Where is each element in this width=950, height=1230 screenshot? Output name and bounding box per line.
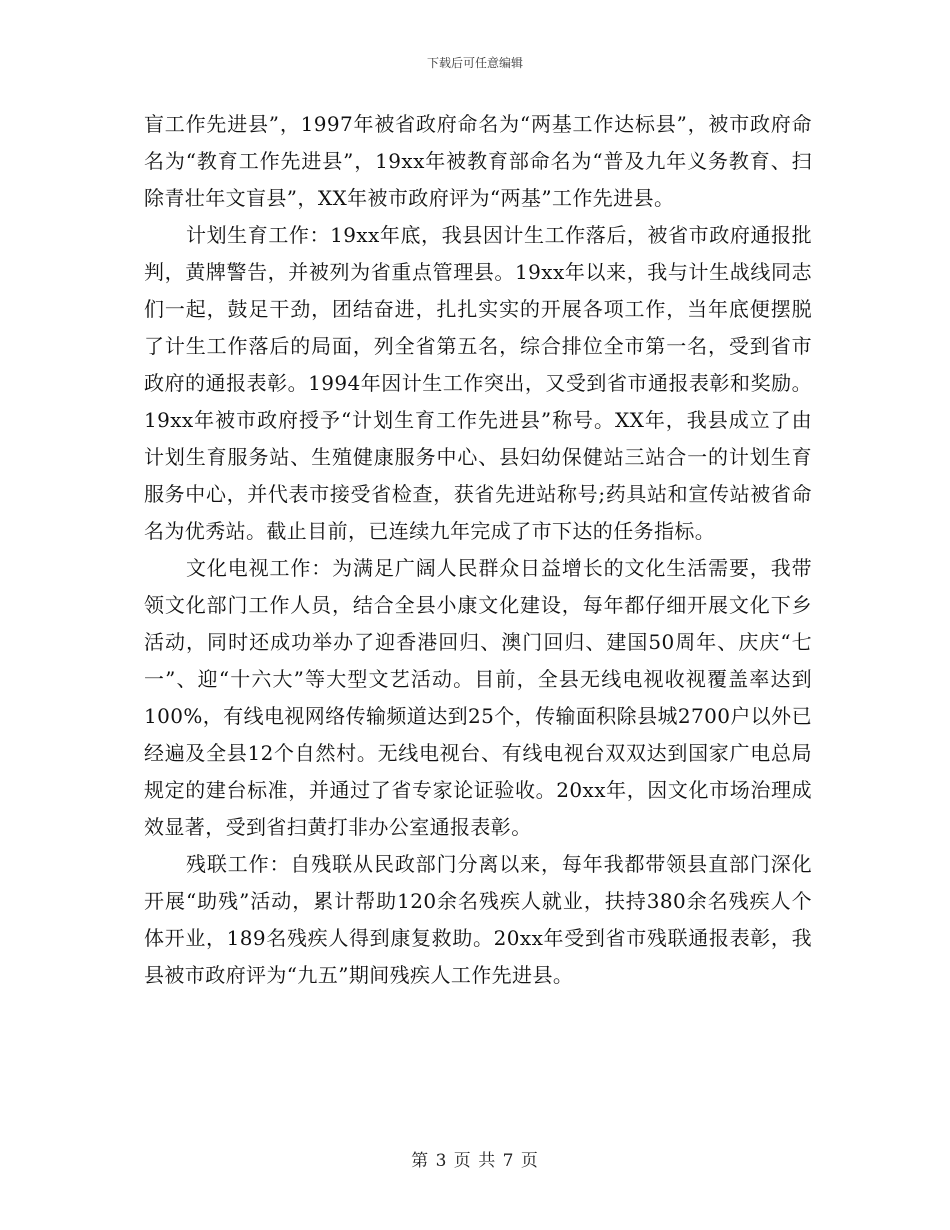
paragraph-culture-tv: 文化电视工作：为满足广阔人民群众日益增长的文化生活需要，我带领文化部门工作人员，结合全县小康文化建设，每年都仔细开展文化下乡活动，同时还成功举办了迎香港回归、澳门回归、建国50周年、庆庆“七一”、迎“十六大”等大型文艺活动。目前，全县无线电视收视覆盖率达到100%，有线电视网络传输频道达到25个，传输面积除县城2700户以外已经遍及全县12个自然村。无线电视台、有线电视台双双达到国家广电总局规定的建台标准，并通过了省专家论证验收。20xx年，因文化市场治理成效显著，受到省扫黄打非办公室通报表彰。	[144, 556, 812, 839]
document-body	[144, 106, 812, 994]
paragraph-education-continued: 盲工作先进县”，1997年被省政府命名为“两基工作达标县”，被市政府命名为“教育工作先进县”，19xx年被教育部命名为“普及九年义务教育、扫除青壮年文盲县”，XX年被市政府评为“两基”工作先进县。	[144, 112, 812, 210]
paragraph-disabled-federation: 残联工作：自残联从民政部门分离以来，每年我都带领县直部门深化开展“助残”活动，累计帮助120余名残疾人就业，扶持380余名残疾人个体开业，189名残疾人得到康复救助。20xx年受到省市残联通报表彰，我县被市政府评为“九五”期间残疾人工作先进县。	[144, 852, 812, 987]
page-header-note: 下载后可任意编辑	[426, 56, 523, 70]
paragraph-family-planning: 计划生育工作：19xx年底，我县因计生工作落后，被省市政府通报批判，黄牌警告，并被列为省重点管理县。19xx年以来，我与计生战线同志们一起，鼓足干劲，团结奋进，扎扎实实的开展各项工作，当年底便摆脱了计生工作落后的局面，列全省第五名，综合排位全市第一名，受到省市政府的通报表彰。1994年因计生工作突出，又受到省市通报表彰和奖励。19xx年被市政府授予“计划生育工作先进县”称号。XX年，我县成立了由计划生育服务站、生殖健康服务中心、县妇幼保健站三站合一的计划生育服务中心，并代表市接受省检查，获省先进站称号;药具站和宣传站被省命名为优秀站。截止目前，已连续九年完成了市下达的任务指标。	[144, 223, 812, 543]
page-number: 第 3 页 共 7 页	[411, 1151, 539, 1171]
